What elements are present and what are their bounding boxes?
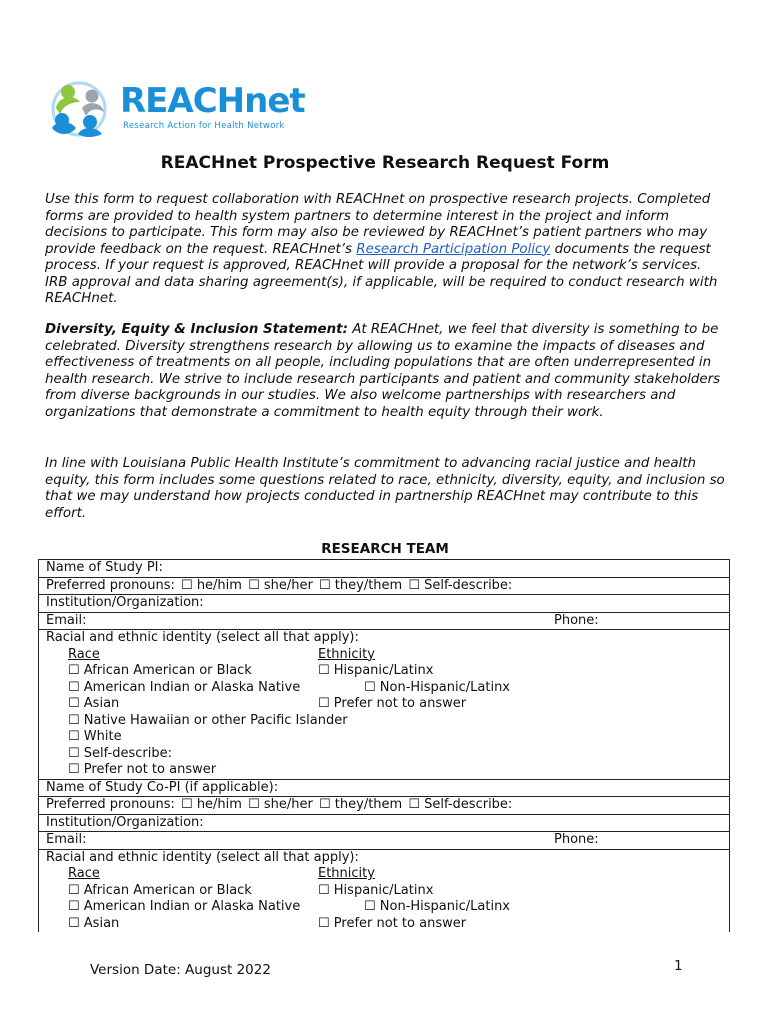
pronoun-he-checkbox[interactable]: ☐ he/him — [181, 577, 242, 593]
pi-pronouns-row — [38, 577, 730, 595]
identity-label: Racial and ethnic identity (select all that apply): — [46, 630, 359, 645]
research-team-table — [38, 559, 730, 932]
dei-statement — [45, 322, 725, 421]
ethnicity-hispanic-checkbox[interactable]: ☐ Hispanic/Latinx — [318, 882, 434, 898]
ethnicity-prefer-not-checkbox[interactable]: ☐ Prefer not to answer — [318, 915, 467, 931]
pronoun-self-describe-checkbox[interactable]: ☐ Self-describe: — [408, 577, 513, 593]
race-black-checkbox[interactable]: ☐ African American or Black — [68, 663, 252, 678]
race-asian-checkbox[interactable]: ☐ Asian — [68, 696, 120, 711]
intro-paragraph — [45, 192, 725, 308]
phone-label: Phone: — [554, 832, 599, 847]
equity-paragraph: In line with Louisiana Public Health Institute’s commitment to advancing racial justice and health equity, this form includes some questions related to race, ethnicity, diversity, equity, and inclusion so that we may understand how projects conducted in partnership REACHnet may contribute to this effort. — [45, 456, 725, 521]
race-black-checkbox[interactable]: ☐ African American or Black — [68, 882, 252, 898]
race-self-describe-checkbox[interactable]: ☐ Self-describe: — [68, 745, 172, 761]
phone-label: Phone: — [554, 612, 599, 628]
pronouns-label: Preferred pronouns: — [46, 577, 175, 593]
logo-wordmark: REACHnet — [120, 81, 305, 121]
pronoun-she-checkbox[interactable]: ☐ she/her — [248, 577, 313, 593]
page-title: REACHnet Prospective Research Request Form — [160, 153, 610, 173]
ethnicity-non-hispanic-checkbox[interactable]: ☐ Non-Hispanic/Latinx — [364, 679, 511, 695]
copi-name-row[interactable] — [38, 779, 730, 797]
research-participation-policy-link[interactable]: Research Participation Policy — [356, 241, 551, 257]
pronoun-she-checkbox[interactable]: ☐ she/her — [248, 797, 313, 812]
intro-text-2: documents the request process. If your request is approved, REACHnet will provide a proposal for the network’s services. IRB approval and data sharing agreement(s), if applicable, will be required to conduct research with REACHnet. — [45, 241, 718, 306]
logo-tagline: Research Action for Health Network — [123, 121, 285, 131]
race-asian-checkbox[interactable]: ☐ Asian — [68, 915, 120, 931]
institution-label: Institution/Organization: — [46, 595, 204, 610]
copi-pronouns-row — [38, 796, 730, 814]
dei-text: At REACHnet, we feel that diversity is something to be celebrated. Diversity strengthens research by allowing us to examine the impacts of diseases and effectiveness of treatments on all people, including populations that are often underrepresented in health research. We strive to include research participants and patient and community stakeholders from diverse backgrounds in our studies. We also welcome partnerships with researchers and organizations that demonstrate a commitment to health equity through their work. — [45, 322, 721, 420]
pronoun-they-checkbox[interactable]: ☐ they/them — [319, 797, 403, 812]
pi-institution-row[interactable] — [38, 594, 730, 612]
pi-name-label: Name of Study PI: — [46, 560, 163, 575]
research-team-heading: RESEARCH TEAM — [321, 541, 449, 557]
race-pacific-islander-checkbox[interactable]: ☐ Native Hawaiian or other Pacific Islander — [68, 712, 348, 728]
ethnicity-heading: Ethnicity — [318, 646, 375, 662]
version-date: Version Date: August 2022 — [90, 962, 271, 978]
email-label: Email: — [46, 612, 87, 628]
reachnet-logo — [48, 78, 308, 140]
ethnicity-prefer-not-checkbox[interactable]: ☐ Prefer not to answer — [318, 696, 467, 711]
copi-identity-row — [38, 849, 730, 933]
institution-label: Institution/Organization: — [46, 814, 204, 830]
pi-email-row[interactable] — [38, 612, 730, 630]
ethnicity-non-hispanic-checkbox[interactable]: ☐ Non-Hispanic/Latinx — [364, 899, 511, 914]
pronoun-he-checkbox[interactable]: ☐ he/him — [181, 797, 242, 812]
race-heading: Race — [68, 646, 100, 662]
pronoun-they-checkbox[interactable]: ☐ they/them — [319, 577, 403, 593]
copi-institution-row[interactable] — [38, 814, 730, 832]
intro-text-1: Use this form to request collaboration with REACHnet on prospective research projects. Completed forms are provided to health system partners to determine interest in the project and inform decisions to participate. This form may also be reviewed by REACHnet’s patient partners who may provide feedback on the request. REACHnet’s — [45, 192, 711, 257]
race-prefer-not-checkbox[interactable]: ☐ Prefer not to answer — [68, 762, 217, 777]
pi-name-row[interactable] — [38, 559, 730, 577]
page-number: 1 — [674, 958, 683, 974]
email-label: Email: — [46, 832, 87, 847]
race-native-american-checkbox[interactable]: ☐ American Indian or Alaska Native — [68, 679, 301, 695]
reachnet-logo-icon — [48, 78, 110, 140]
race-heading: Race — [68, 866, 100, 881]
ethnicity-hispanic-checkbox[interactable]: ☐ Hispanic/Latinx — [318, 663, 434, 678]
race-native-american-checkbox[interactable]: ☐ American Indian or Alaska Native — [68, 899, 301, 914]
identity-label: Racial and ethnic identity (select all that apply): — [46, 849, 359, 865]
pronoun-self-describe-checkbox[interactable]: ☐ Self-describe: — [408, 797, 513, 812]
pronouns-label: Preferred pronouns: — [46, 797, 175, 812]
race-white-checkbox[interactable]: ☐ White — [68, 729, 122, 744]
pi-identity-row — [38, 629, 730, 779]
copi-name-label: Name of Study Co-PI (if applicable): — [46, 779, 279, 795]
ethnicity-heading: Ethnicity — [318, 866, 375, 881]
copi-email-row[interactable] — [38, 831, 730, 849]
dei-label: Diversity, Equity & Inclusion Statement: — [45, 322, 348, 337]
